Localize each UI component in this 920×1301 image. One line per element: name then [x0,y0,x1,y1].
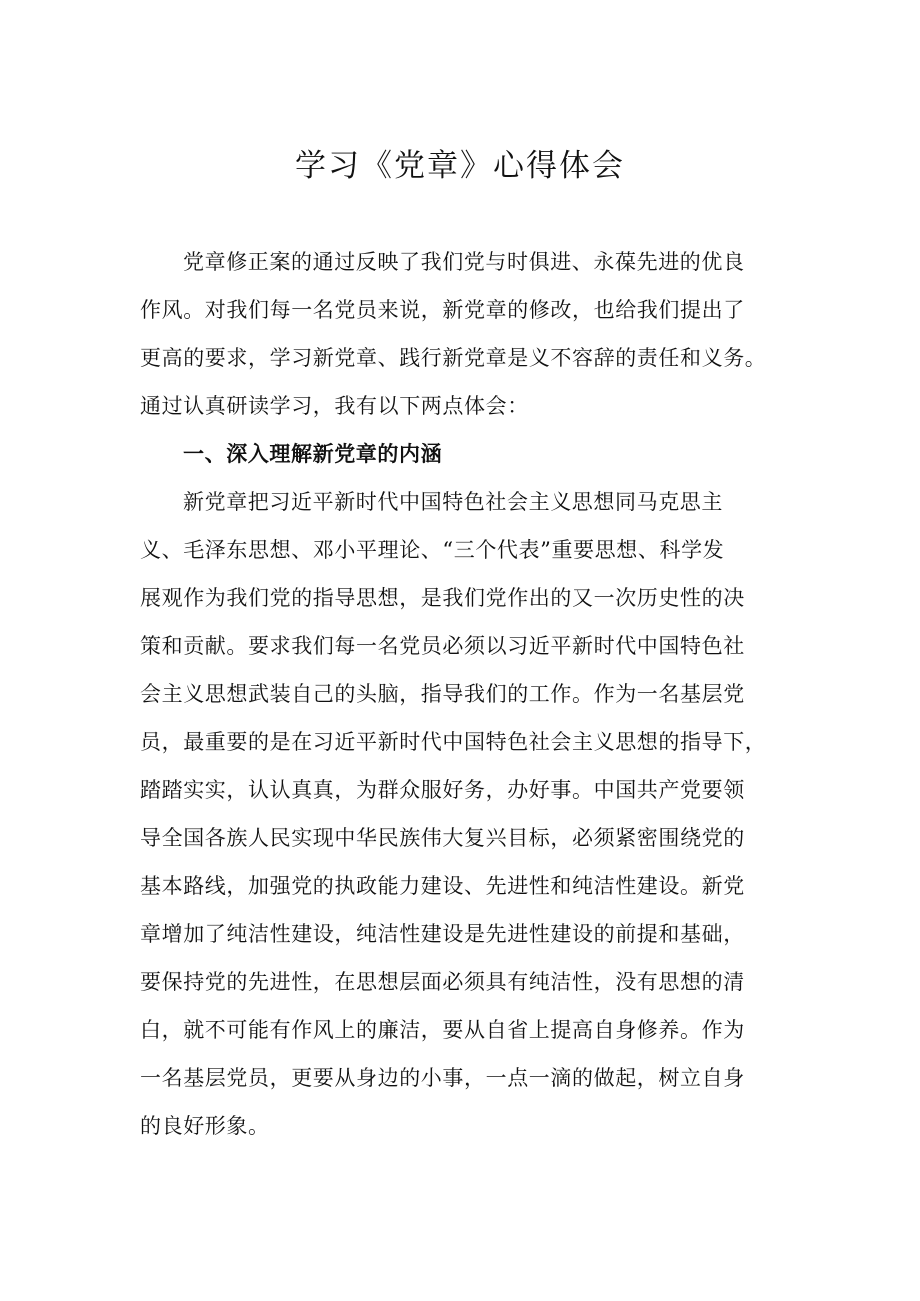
intro-line-1: 党章修正案的通过反映了我们党与时俱进、永葆先进的优良 [183,250,745,274]
body-line-7: 踏踏实实，认认真真，为群众服好务，办好事。中国共产党要领 [140,778,745,802]
intro-line-4: 通过认真研读学习，我有以下两点体会： [140,394,529,418]
section-heading: 一、深入理解新党章的内涵 [183,442,443,466]
body-line-5: 会主义思想武装自己的头脑，指导我们的工作。作为一名基层党 [140,682,745,706]
body-line-8: 导全国各族人民实现中华民族伟大复兴目标，必须紧密围绕党的 [140,826,745,850]
intro-line-2: 作风。对我们每一名党员来说，新党章的修改，也给我们提出了 [140,298,745,322]
body-line-14: 的良好形象。 [140,1114,270,1138]
body-line-10: 章增加了纯洁性建设，纯洁性建设是先进性建设的前提和基础， [140,922,745,946]
body-line-6: 员，最重要的是在习近平新时代中国特色社会主义思想的指导下， [140,730,767,754]
body-line-4: 策和贡献。要求我们每一名党员必须以习近平新时代中国特色社 [140,634,745,658]
body-line-3: 展观作为我们党的指导思想，是我们党作出的又一次历史性的决 [140,586,745,610]
body-line-12: 白，就不可能有作风上的廉洁，要从自省上提高自身修养。作为 [140,1018,745,1042]
intro-line-3: 更高的要求，学习新党章、践行新党章是义不容辞的责任和义务。 [140,346,767,370]
body-line-11: 要保持党的先进性，在思想层面必须具有纯洁性，没有思想的清 [140,970,745,994]
body-line-1: 新党章把习近平新时代中国特色社会主义思想同马克思主 [183,490,723,514]
document-title: 学习《党章》心得体会 [295,148,625,184]
body-line-9: 基本路线，加强党的执政能力建设、先进性和纯洁性建设。新党 [140,874,745,898]
body-line-2: 义、毛泽东思想、邓小平理论、“三个代表”重要思想、科学发 [140,538,725,562]
body-line-13: 一名基层党员，更要从身边的小事，一点一滴的做起，树立自身 [140,1066,745,1090]
